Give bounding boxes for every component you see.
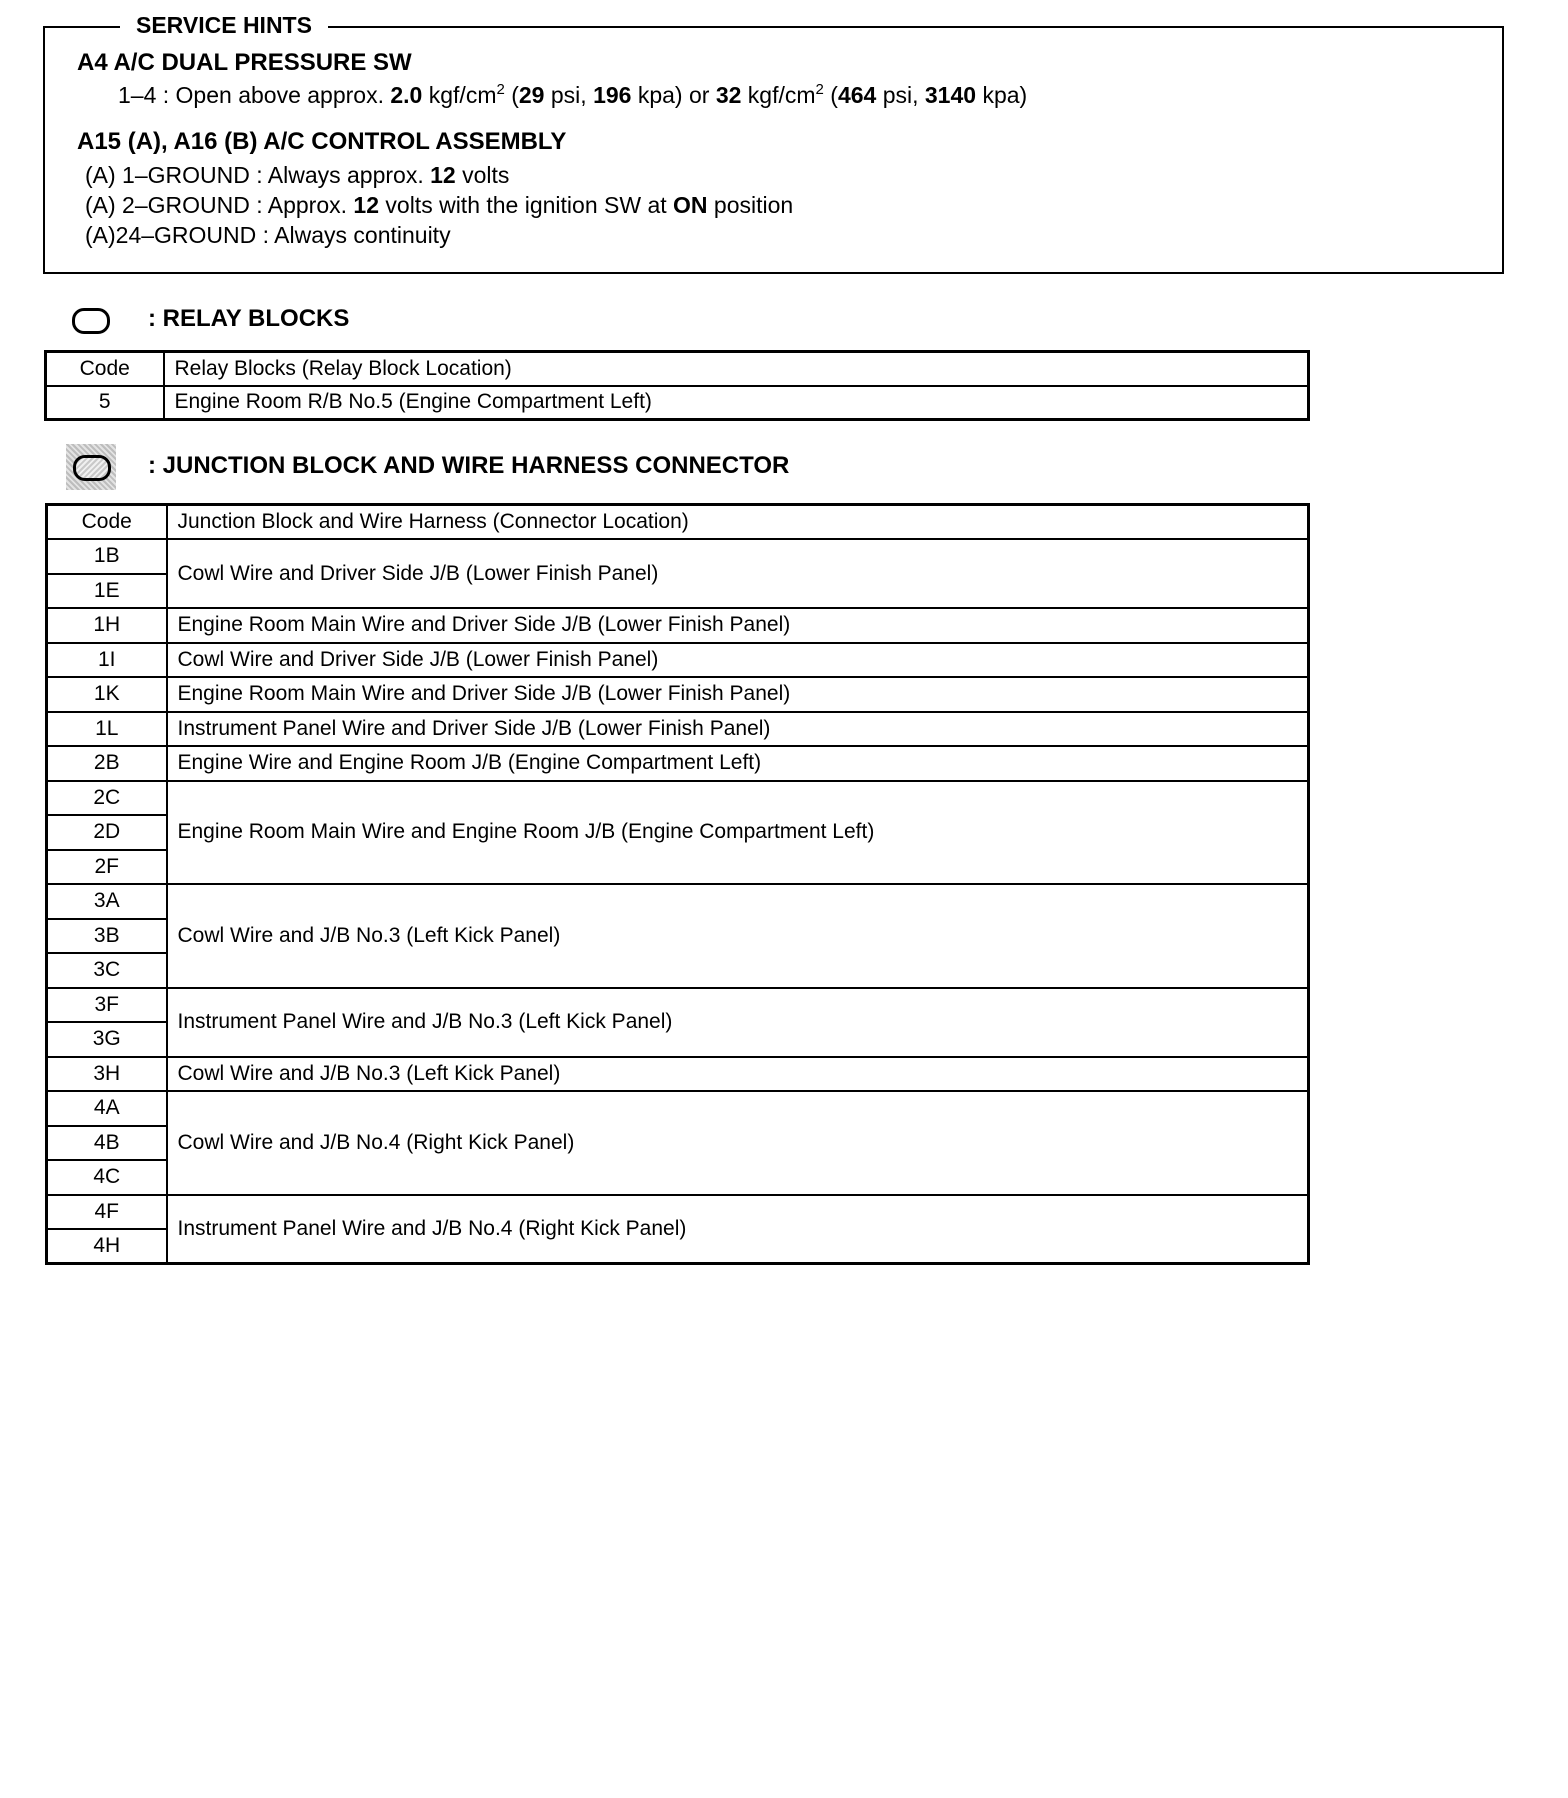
junction-desc-cell: Engine Wire and Engine Room J/B (Engine Compartment Left) (167, 746, 1309, 781)
junction-desc-cell: Engine Room Main Wire and Driver Side J/B (Lower Finish Panel) (167, 608, 1309, 643)
junction-code-cell: 1I (47, 643, 167, 678)
junction-block-icon (66, 444, 116, 490)
table-row (47, 608, 1309, 643)
junction-code-cell: 2C (47, 781, 167, 816)
relay-block-icon (72, 308, 110, 334)
junction-code-cell: 1K (47, 677, 167, 712)
junction-desc-cell: Instrument Panel Wire and Driver Side J/B (Lower Finish Panel) (167, 712, 1309, 747)
junction-code-cell: 3C (47, 953, 167, 988)
junction-blocks-table (45, 503, 1310, 1265)
relay-blocks-table (44, 350, 1310, 421)
relay-code-cell: 5 (46, 386, 164, 420)
junction-code-cell: 4F (47, 1195, 167, 1230)
junction-desc-cell: Instrument Panel Wire and J/B No.4 (Right Kick Panel) (167, 1195, 1309, 1264)
junction-code-cell: 1B (47, 539, 167, 574)
junction-code-cell: 4C (47, 1160, 167, 1195)
junction-blocks-title: : JUNCTION BLOCK AND WIRE HARNESS CONNECTOR (148, 452, 790, 479)
a15-heading: A15 (A), A16 (B) A/C CONTROL ASSEMBLY (77, 128, 567, 155)
junction-code-cell: 2B (47, 746, 167, 781)
table-row (47, 988, 1309, 1023)
table-row (47, 781, 1309, 816)
relay-table-header-row (46, 352, 1309, 386)
junction-code-cell: 1H (47, 608, 167, 643)
table-row (47, 539, 1309, 574)
relay-desc-column-header: Relay Blocks (Relay Block Location) (164, 352, 1309, 386)
junction-code-cell: 2D (47, 815, 167, 850)
junction-desc-cell: Engine Room Main Wire and Driver Side J/B (Lower Finish Panel) (167, 677, 1309, 712)
junction-desc-cell: Cowl Wire and J/B No.3 (Left Kick Panel) (167, 1057, 1309, 1092)
junction-desc-cell: Cowl Wire and J/B No.4 (Right Kick Panel) (167, 1091, 1309, 1195)
a4-heading: A4 A/C DUAL PRESSURE SW (77, 49, 412, 76)
table-row (47, 746, 1309, 781)
junction-code-cell: 4B (47, 1126, 167, 1161)
junction-code-cell: 3G (47, 1022, 167, 1057)
table-row (47, 712, 1309, 747)
a15-hint-line-3: (A)24–GROUND : Always continuity (85, 222, 451, 248)
table-row (47, 1195, 1309, 1230)
a4-hint-line: 1–4 : Open above approx. 2.0 kgf/$cm^2$ (29 psi, 196 kpa) or 32 kgf/$cm^2$ (464 psi, 3140 kpa) (118, 81, 1028, 108)
table-row (47, 1091, 1309, 1126)
service-hints-title: SERVICE HINTS (120, 12, 328, 39)
relay-desc-cell: Engine Room R/B No.5 (Engine Compartment Left) (164, 386, 1309, 420)
junction-code-cell: 3F (47, 988, 167, 1023)
table-row (46, 386, 1309, 420)
junction-code-cell: 3B (47, 919, 167, 954)
junction-code-cell: 3H (47, 1057, 167, 1092)
relay-blocks-title: : RELAY BLOCKS (148, 305, 350, 332)
a15-hint-line-2: (A) 2–GROUND : Approx. 12 volts with the ignition SW at ON position (85, 192, 794, 218)
junction-desc-cell: Instrument Panel Wire and J/B No.3 (Left Kick Panel) (167, 988, 1309, 1057)
table-row (47, 643, 1309, 678)
a15-hint-line-1: (A) 1–GROUND : Always approx. 12 volts (85, 162, 510, 188)
table-row (47, 884, 1309, 919)
junction-desc-cell: Cowl Wire and Driver Side J/B (Lower Finish Panel) (167, 643, 1309, 678)
junction-code-cell: 4H (47, 1229, 167, 1264)
junction-desc-cell: Engine Room Main Wire and Engine Room J/B (Engine Compartment Left) (167, 781, 1309, 885)
junction-desc-column-header: Junction Block and Wire Harness (Connector Location) (167, 505, 1309, 540)
junction-code-cell: 1L (47, 712, 167, 747)
junction-table-header-row (47, 505, 1309, 540)
code-column-header: Code (47, 505, 167, 540)
table-row (47, 677, 1309, 712)
code-column-header: Code (46, 352, 164, 386)
junction-desc-cell: Cowl Wire and Driver Side J/B (Lower Finish Panel) (167, 539, 1309, 608)
junction-desc-cell: Cowl Wire and J/B No.3 (Left Kick Panel) (167, 884, 1309, 988)
junction-code-cell: 2F (47, 850, 167, 885)
junction-code-cell: 4A (47, 1091, 167, 1126)
table-row (47, 1057, 1309, 1092)
junction-code-cell: 1E (47, 574, 167, 609)
junction-code-cell: 3A (47, 884, 167, 919)
